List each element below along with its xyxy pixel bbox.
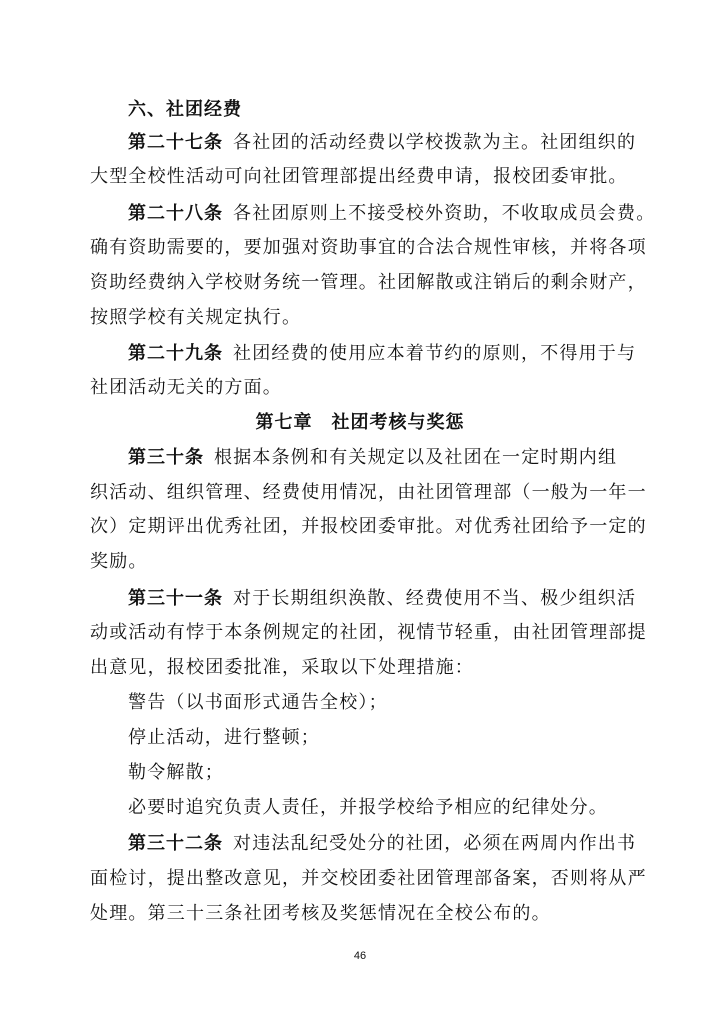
article-28-title: 第二十八条 (128, 203, 223, 224)
article-31-title: 第三十一条 (128, 588, 223, 609)
article-28-line-2: 确有资助需要的，要加强对资助事宜的合法合规性审核，并将各项 (90, 237, 647, 258)
article-31-line-1 (128, 587, 688, 611)
article-30-line-3: 次）定期评出优秀社团，并报校团委审批。对优秀社团给予一定的 (90, 516, 647, 537)
article-31-text-1: 对于长期组织涣散、经费使用不当、极少组织活 (233, 588, 637, 609)
article-31-line-2: 动或活动有悖于本条例规定的社团，视情节轻重，由社团管理部提 (90, 622, 647, 643)
article-32-line-1 (128, 832, 688, 856)
article-28-line-3: 资助经费纳入学校财务统一管理。社团解散或注销后的剩余财产， (90, 272, 647, 293)
article-27-title: 第二十七条 (128, 132, 223, 153)
article-30-text-1: 根据本条例和有关规定以及社团在一定时期内组 (214, 447, 618, 468)
article-29-title: 第二十九条 (128, 343, 223, 364)
article-28-text-1: 各社团原则上不接受校外资助，不收取成员会费。 (233, 203, 656, 224)
article-32-line-2: 面检讨，提出整改意见，并交校团委社团管理部备案，否则将从严 (90, 868, 647, 889)
article-32-text-1: 对违法乱纪受处分的社团，必须在两周内作出书 (233, 833, 637, 854)
article-28-line-4: 按照学校有关规定执行。 (90, 307, 302, 328)
article-30-title: 第三十条 (128, 447, 204, 468)
article-31-measure-3: 勒令解散； (128, 762, 224, 783)
article-28-line-1 (128, 202, 688, 226)
article-27-text-1: 各社团的活动经费以学校拨款为主。社团组织的 (233, 132, 637, 153)
article-29-text-1: 社团经费的使用应本着节约的原则，不得用于与 (233, 343, 637, 364)
article-29-line-1 (128, 342, 688, 366)
article-27-line-1 (128, 131, 688, 155)
article-31-measure-1: 警告（以书面形式通告全校）； (128, 692, 388, 713)
article-29-line-2: 社团活动无关的方面。 (90, 377, 282, 398)
article-32-title: 第三十二条 (128, 833, 223, 854)
article-32-line-3: 处理。第三十三条社团考核及奖惩情况在全校公布的。 (90, 903, 551, 924)
page-number: 46 (353, 950, 367, 962)
article-31-line-3: 出意见，报校团委批准，采取以下处理措施： (90, 657, 474, 678)
article-30-line-2: 织活动、组织管理、经费使用情况，由社团管理部（一般为一年一 (90, 482, 647, 503)
chapter-heading: 第七章 社团考核与奖惩 (255, 412, 465, 433)
article-31-measure-4: 必要时追究负责人责任，并报学校给予相应的纪律处分。 (128, 797, 608, 818)
article-30-line-1 (128, 446, 688, 470)
article-30-line-4: 奖励。 (90, 551, 148, 572)
article-31-measure-2: 停止活动，进行整顿； (128, 727, 320, 748)
section-heading: 六、社团经费 (128, 99, 242, 120)
article-27-line-2: 大型全校性活动可向社团管理部提出经费申请，报校团委审批。 (90, 166, 628, 187)
